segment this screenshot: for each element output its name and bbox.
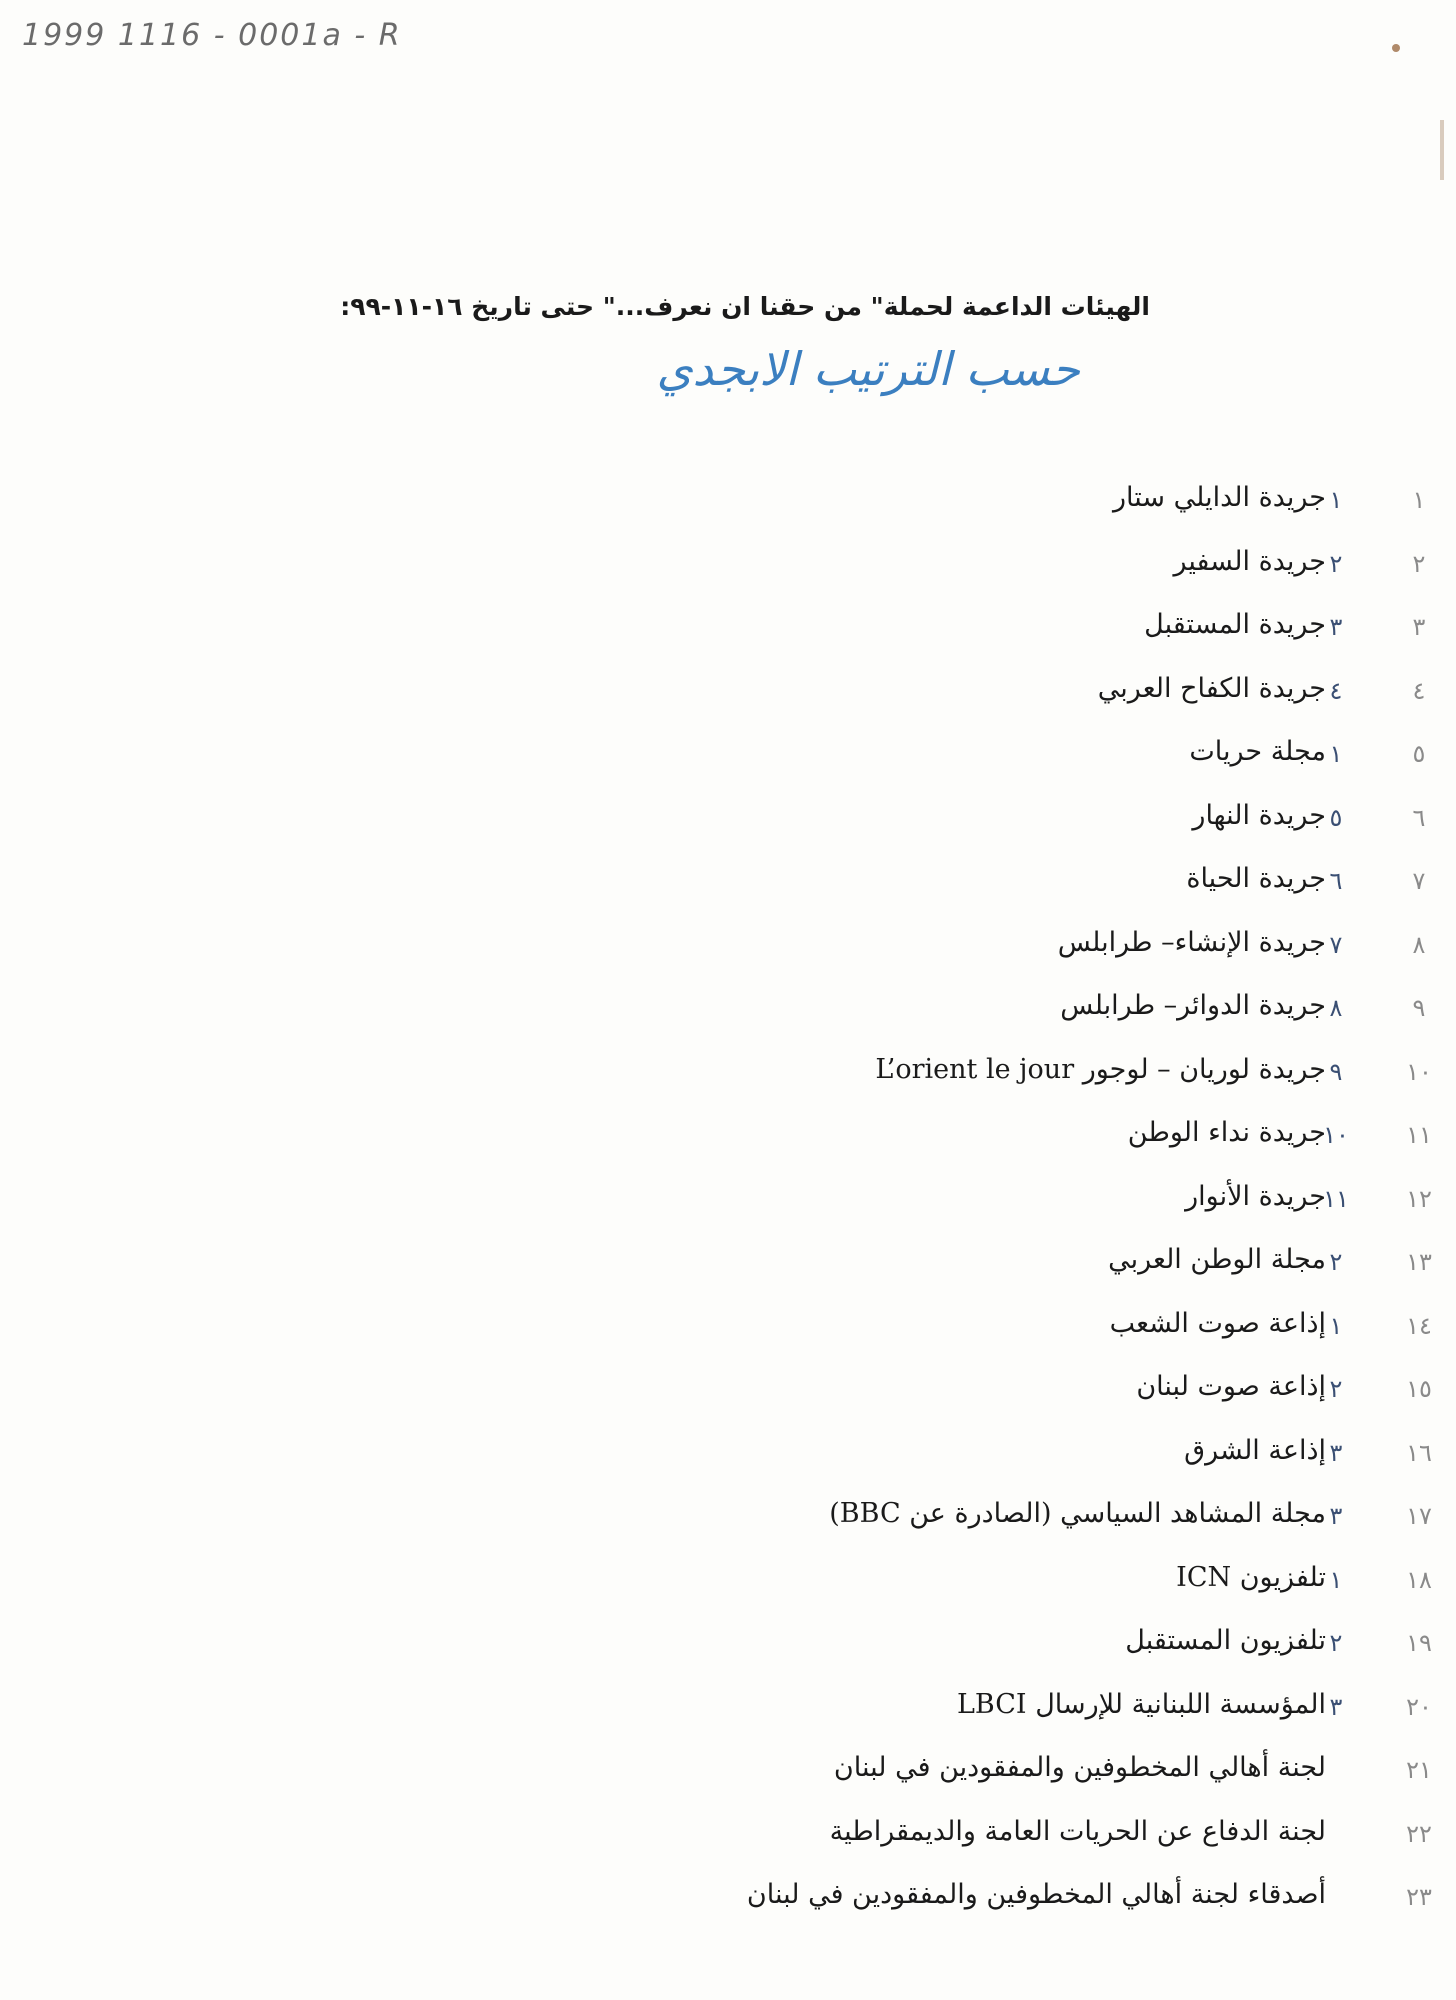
organization-name: المؤسسة اللبنانية للإرسال LBCI xyxy=(957,1688,1326,1720)
handwritten-row-number: ٢ xyxy=(1412,549,1426,578)
handwritten-category-count: ١٠ xyxy=(1323,1121,1349,1149)
organization-name: لجنة أهالي المخطوفين والمفقودين في لبنان xyxy=(833,1752,1326,1783)
handwritten-category-count: ٢ xyxy=(1329,1248,1343,1276)
handwritten-category-count: ١ xyxy=(1329,486,1343,514)
handwritten-category-count: ٦ xyxy=(1329,867,1343,895)
organization-name: إذاعة الشرق xyxy=(1184,1434,1326,1466)
handwritten-row-number: ٩ xyxy=(1412,994,1426,1022)
list-item xyxy=(0,855,1456,919)
list-item xyxy=(0,728,1456,792)
organization-name: إذاعة صوت لبنان xyxy=(1136,1371,1326,1402)
handwritten-category-count: ٢ xyxy=(1329,1629,1343,1657)
handwritten-category-count: ٢ xyxy=(1329,549,1343,578)
organization-name: جريدة الأنوار xyxy=(1185,1180,1326,1212)
handwritten-row-number: ٢٢ xyxy=(1406,1819,1432,1848)
handwritten-row-number: ١٨ xyxy=(1406,1565,1432,1594)
list-item xyxy=(0,1363,1456,1427)
handwritten-category-count: ٣ xyxy=(1329,1502,1343,1530)
organization-name: جريدة الدايلي ستار xyxy=(1113,482,1326,513)
list-item xyxy=(0,1300,1456,1364)
handwritten-row-number: ١٥ xyxy=(1406,1375,1432,1403)
organization-name: تلفزيون ICN xyxy=(1176,1561,1326,1593)
organization-name: جريدة الكفاح العربي xyxy=(1097,672,1326,704)
handwritten-row-number: ١٦ xyxy=(1406,1438,1432,1467)
organization-name: جريدة لوريان – لوجور L’orient le jour xyxy=(875,1053,1326,1085)
handwritten-row-number: ٨ xyxy=(1412,930,1426,959)
handwritten-reference-number: 1999 1116 - 0001a - R xyxy=(22,18,402,53)
list-item xyxy=(0,474,1456,538)
organization-name: مجلة حريات xyxy=(1189,736,1326,767)
handwritten-row-number: ١٤ xyxy=(1406,1311,1432,1340)
paper-edge-mark xyxy=(1440,120,1444,180)
handwritten-row-number: ٦ xyxy=(1412,803,1426,832)
handwritten-row-number: ١٣ xyxy=(1406,1248,1432,1276)
list-item xyxy=(0,919,1456,983)
handwritten-category-count: ٧ xyxy=(1329,930,1343,959)
handwritten-category-count: ١١ xyxy=(1323,1184,1349,1213)
handwritten-row-number: ١٠ xyxy=(1406,1057,1432,1086)
organization-name: جريدة نداء الوطن xyxy=(1127,1117,1326,1148)
list-item xyxy=(0,1617,1456,1681)
list-item xyxy=(0,665,1456,729)
organization-name: أصدقاء لجنة أهالي المخطوفين والمفقودين في لبنان xyxy=(746,1879,1326,1910)
handwritten-category-count: ٣ xyxy=(1329,1692,1343,1721)
organization-name: مجلة المشاهد السياسي (الصادرة عن BBC) xyxy=(829,1498,1326,1529)
handwritten-row-number: ٥ xyxy=(1412,740,1426,768)
list-item xyxy=(0,1046,1456,1110)
list-item xyxy=(0,1173,1456,1237)
document-title: الهيئات الداعمة لحملة" من حقنا ان نعرف..." حتى تاريخ ١٦-١١-٩٩: xyxy=(340,292,1150,321)
handwritten-row-number: ١ xyxy=(1412,486,1426,514)
handwritten-row-number: ٢١ xyxy=(1406,1756,1432,1784)
list-item xyxy=(0,1681,1456,1745)
organization-name: لجنة الدفاع عن الحريات العامة والديمقراطية xyxy=(829,1815,1326,1847)
list-item xyxy=(0,1236,1456,1300)
handwritten-row-number: ٣ xyxy=(1412,613,1426,641)
handwritten-category-count: ٨ xyxy=(1329,994,1343,1022)
list-item xyxy=(0,1109,1456,1173)
organization-name: تلفزيون المستقبل xyxy=(1125,1625,1326,1656)
handwritten-subtitle: حسب الترتيب الابجدي xyxy=(656,342,1080,396)
handwritten-category-count: ٤ xyxy=(1329,676,1343,705)
handwritten-row-number: ١٢ xyxy=(1406,1184,1432,1213)
list-item xyxy=(0,1554,1456,1618)
supporters-list xyxy=(0,474,1456,1935)
organization-name: جريدة السفير xyxy=(1173,545,1326,577)
handwritten-category-count: ٣ xyxy=(1329,613,1343,641)
list-item xyxy=(0,1871,1456,1935)
list-item xyxy=(0,1744,1456,1808)
handwritten-category-count: ٣ xyxy=(1329,1438,1343,1467)
handwritten-category-count: ١ xyxy=(1329,740,1343,768)
organization-name: جريدة المستقبل xyxy=(1144,609,1326,640)
list-item xyxy=(0,601,1456,665)
list-item xyxy=(0,1427,1456,1491)
handwritten-category-count: ١ xyxy=(1329,1311,1343,1340)
handwritten-row-number: ١١ xyxy=(1406,1121,1432,1149)
organization-name: جريدة الحياة xyxy=(1186,863,1326,894)
organization-name: إذاعة صوت الشعب xyxy=(1109,1307,1326,1339)
handwritten-category-count: ٥ xyxy=(1329,803,1343,832)
handwritten-row-number: ٧ xyxy=(1412,867,1426,895)
list-item xyxy=(0,1490,1456,1554)
handwritten-category-count: ١ xyxy=(1329,1565,1343,1594)
handwritten-category-count: ٩ xyxy=(1329,1057,1343,1086)
list-item xyxy=(0,538,1456,602)
list-item xyxy=(0,982,1456,1046)
organization-name: جريدة الدوائر– طرابلس xyxy=(1060,990,1326,1021)
handwritten-category-count: ٢ xyxy=(1329,1375,1343,1403)
organization-name: جريدة النهار xyxy=(1192,799,1326,831)
paper-speck xyxy=(1392,44,1400,52)
organization-name: جريدة الإنشاء– طرابلس xyxy=(1057,926,1326,958)
handwritten-row-number: ٤ xyxy=(1412,676,1426,705)
list-item xyxy=(0,792,1456,856)
handwritten-row-number: ٢٣ xyxy=(1406,1883,1432,1911)
handwritten-row-number: ١٩ xyxy=(1406,1629,1432,1657)
organization-name: مجلة الوطن العربي xyxy=(1108,1244,1326,1275)
handwritten-row-number: ٢٠ xyxy=(1406,1692,1432,1721)
list-item xyxy=(0,1808,1456,1872)
handwritten-row-number: ١٧ xyxy=(1406,1502,1432,1530)
